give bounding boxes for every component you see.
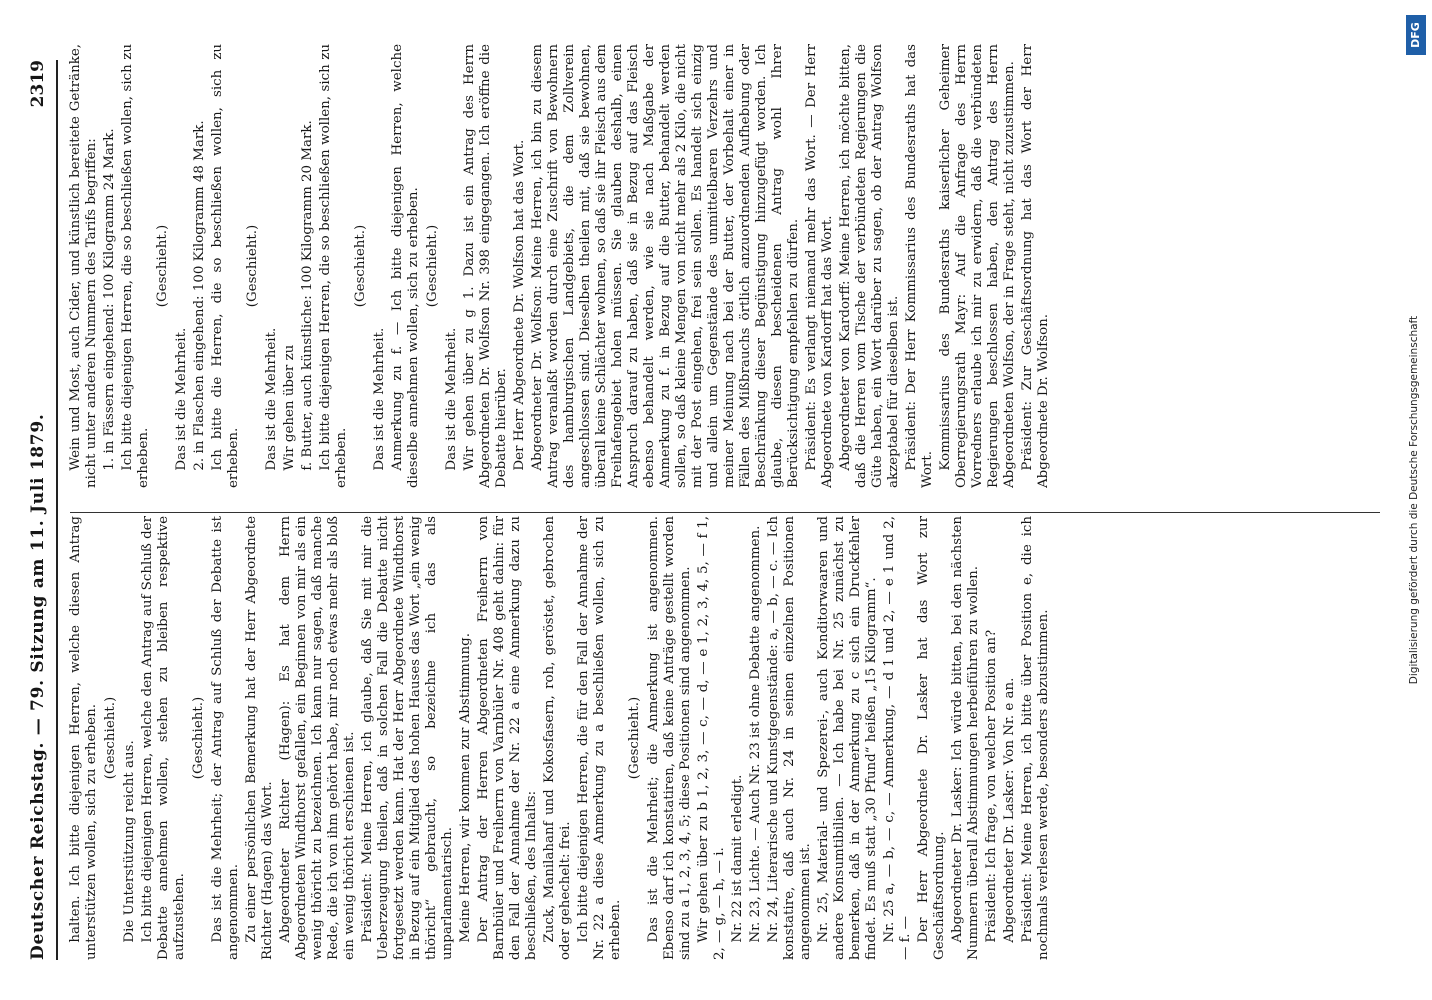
- left-paragraph: Nr. 24, Literarische und Kunstgegenstände: a, — b, — c. — Ich konstatire, daß auch Nr. 24 in seinen einzelnen Positionen angenommen ist.: [766, 516, 813, 960]
- right-paragraph: 1. in Fässern eingehend: 100 Kilogramm 24 Mark.: [102, 128, 117, 471]
- page-number: 2319: [28, 60, 48, 108]
- left-paragraph: Der Antrag der Herren Abgeordneten Freiherrn von Barnbüler und Freiherrn von Varnbüler Nr. 408 geht dahin: für den Fall der Annahme der Nr. 22 a eine Anmerkung dazu zu beschließen, des Inhalts:: [476, 516, 539, 960]
- dfg-logo: DFG: [1406, 15, 1426, 55]
- stage-direction: (Geschieht.): [425, 224, 440, 308]
- stage-direction: (Geschieht.): [191, 696, 206, 780]
- left-paragraph: Wir gehen über zu b 1, 2, 3, — c, — d, — e 1, 2, 3, 4, 5, — f 1, 2, — g, — h, — i.: [696, 516, 727, 960]
- right-paragraph: Präsident: Zur Geschäftsordnung hat das Wort der Herr Abgeordnete Dr. Wolfson.: [1020, 44, 1051, 488]
- right-paragraph: Wein und Most, auch Cider, und künstlich bereitete Getränke, nicht unter anderen Nummern des Tarifs begriffen:: [68, 44, 99, 488]
- right-paragraph: Das ist die Mehrheit.: [264, 327, 279, 471]
- right-paragraph: f. Butter, auch künstliche: 100 Kilogramm 20 Mark.: [300, 120, 315, 471]
- left-paragraph: Nr. 23, Lichte. — Auch Nr. 23 ist ohne Debatte angenommen.: [748, 525, 763, 943]
- page-header: [28, 60, 52, 960]
- left-paragraph: Präsident: Ich frage, von welcher Position an?: [984, 629, 999, 943]
- right-paragraph: Kommissarius des Bundesraths kaiserlicher Geheimer Oberregierungsrath Mayr: Auf die Anfrage des Herrn Vorredners erlaube ich mir zu erwidern, daß die verbündeten Regierungen beschlossen haben, den Antrag des Herrn Abgeordneten Wolfson, der in Frage steht, nicht zuzustimmen.: [938, 44, 1017, 488]
- stage-direction: (Geschieht.): [353, 224, 368, 308]
- left-paragraph: Präsident: Meine Herren, ich bitte über Position e, die ich nochmals verlesen werde, besonders abzustimmen.: [1020, 516, 1051, 960]
- right-paragraph: Wir gehen über zu: [282, 344, 297, 471]
- left-column: [68, 516, 1386, 960]
- right-paragraph: Präsident: Der Herr Kommissarius des Bundesraths hat das Wort.: [904, 44, 935, 488]
- column-divider: [70, 512, 1380, 513]
- left-paragraph: Abgeordneter Dr. Lasker: Ich würde bitten, bei den nächsten Nummern überall Abstimmungen herbeiführen zu wollen.: [950, 516, 981, 960]
- left-paragraph: Abgeordneter Richter (Hagen): Es hat dem Herrn Abgeordneten Windthorst gefallen, ein Beginnen von mir als ein wenig thöricht zu bezeichnen. Ich kann nur sagen, daß manche Rede, die ich von ihm gehört habe, mir noch etwas mehr als bloß ein wenig thöricht erschienen ist.: [278, 516, 357, 960]
- right-paragraph: Ich bitte diejenigen Herren, die so beschließen wollen, sich zu erheben.: [120, 44, 151, 488]
- right-paragraph: Das ist die Mehrheit.: [174, 327, 189, 471]
- left-paragraph: Ich bitte diejenigen Herren, welche den Antrag auf Schluß der Debatte annehmen wollen, stehen zu bleiben respektive aufzustehen.: [140, 516, 187, 960]
- left-paragraph: Präsident: Meine Herren, ich glaube, daß Sie mit mir die Ueberzeugung theilen, daß in solchen Fall die Debatte nicht fortgesetzt werden kann. Hat der Herr Abgeordnete Windthorst in Bezug auf ein Mitglied des hohen Hauses das Wort „ein wenig thöricht“ gebraucht, so bezeichne ich das als unparlamentarisch.: [360, 516, 455, 960]
- right-paragraph: Das ist die Mehrheit.: [444, 327, 459, 471]
- stage-direction: (Geschieht.): [103, 696, 118, 780]
- stage-direction: (Geschieht.): [155, 224, 170, 308]
- left-paragraph: Nr. 22 ist damit erledigt.: [730, 774, 745, 943]
- left-paragraph: Das ist die Mehrheit; der Antrag auf Schluß der Debatte ist angenommen.: [210, 516, 241, 960]
- left-paragraph: halten. Ich bitte diejenigen Herren, welche diesen Antrag unterstützen wollen, sich zu erheben.: [68, 516, 99, 960]
- left-paragraph: Abgeordneter Dr. Lasker: Von Nr. e an.: [1002, 677, 1017, 943]
- right-paragraph: Abgeordneter von Kardorff: Meine Herren, ich möchte bitten, daß die Herren vom Tische der verbündeten Regierungen die Güte haben, ein Wort darüber zu sagen, ob der Antrag Wolfson akzeptabel für dieselben ist.: [838, 44, 901, 488]
- stage-direction: (Geschieht.): [627, 696, 642, 780]
- right-paragraph: 2. in Flaschen eingehend: 100 Kilogramm 48 Mark.: [192, 120, 207, 471]
- left-paragraph: Die Unterstützung reicht aus.: [122, 740, 137, 943]
- left-paragraph: Das ist die Mehrheit; die Anmerkung ist angenommen. Ebenso darf ich konstatiren, daß keine Anträge gestellt worden sind zu a 1, 2, 3, 4, 5; diese Positionen sind angenommen.: [646, 516, 693, 960]
- right-paragraph: Wir gehen über zu g 1. Dazu ist ein Antrag des Herrn Abgeordneten Dr. Wolfson Nr. 398 eingegangen. Ich eröffne die Debatte hierüber.: [462, 44, 509, 488]
- left-paragraph: Meine Herren, wir kommen zur Abstimmung.: [458, 633, 473, 943]
- left-paragraph: Zuck, Manilahanf und Kokosfasern, roh, geröstet, gebrochen oder gehechelt: frei.: [542, 516, 573, 960]
- header-rule: [56, 60, 58, 960]
- right-column: [68, 44, 1386, 488]
- right-paragraph: Der Herr Abgeordnete Dr. Wolfson hat das Wort.: [512, 139, 527, 471]
- right-paragraph: Das ist die Mehrheit.: [372, 327, 387, 471]
- header-title: Deutscher Reichstag. — 79. Sitzung am 11. Juli 1879.: [28, 413, 48, 960]
- right-paragraph: Anmerkung zu f. — Ich bitte diejenigen Herren, welche dieselbe annehmen wollen, sich zu erheben.: [390, 44, 421, 488]
- right-paragraph: Ich bitte diejenigen Herren, die so beschließen wollen, sich zu erheben.: [318, 44, 349, 488]
- right-paragraph: Präsident: Es verlangt niemand mehr das Wort. — Der Herr Abgeordnete von Kardorff hat das Wort.: [804, 44, 835, 488]
- left-paragraph: Nr. 25 a, — b, — c, — Anmerkung, — d 1 und 2, — e 1 und 2, — f. —: [882, 516, 913, 960]
- right-paragraph: Abgeordneter Dr. Wolfson: Meine Herren, ich bin zu diesem Antrag veranlaßt worden durch eine Zuschrift von Bewohnern des hamburgischen Landgebiets, die dem Zollverein angeschlossen sind. Dieselben theilen mit, daß sie bewohnen, überall keine Schlächter wohnen, so daß sie ihr Fleisch aus dem Freihafengebiet holen müssen. Sie glauben deshalb, einen Anspruch darauf zu haben, daß sie in Bezug auf das Fleisch ebenso behandelt werden, wie sie nach Maßgabe der Anmerkung zu f. in Bezug auf die Butter, behandelt werden sollen, so daß kleine Mengen von nicht mehr als 2 Kilo, die nicht mit der Post eingehen, frei sein sollen. Es handelt sich einzig und allein um Gegenstände des unmittelbaren Verzehrs und meiner Meinung nach bei der Butter, der Vorbehalt einer in Fällen des Mißbrauchs örtlich anzuordnenden Aufhebung oder Beschränkung dieser Begünstigung hinzugefügt worden. Ich glaube, diesen bescheidenen Antrag wohl Ihrer Berücksichtigung empfehlen zu dürfen.: [530, 44, 801, 488]
- stage-direction: (Geschieht.): [245, 224, 260, 308]
- left-paragraph: Nr. 25, Material- und Spezerei-, auch Konditorwaaren und andere Konsumtibilien. — Ich habe bei Nr. 25 zunächst zu bemerken, daß in der Anmerkung zu c sich ein Druckfehler findet. Es muß statt „30 Pfund“ heißen „15 Kilogramm“.: [816, 516, 879, 960]
- right-paragraph: Ich bitte die Herren, die so beschließen wollen, sich zu erheben.: [210, 44, 241, 488]
- digitization-credit: Digitalisierung gefördert durch die Deutsche Forschungsgemeinschaft: [1408, 315, 1420, 685]
- left-paragraph: Zu einer persönlichen Bemerkung hat der Herr Abgeordnete Richter (Hagen) das Wort.: [244, 516, 275, 960]
- left-paragraph: Der Herr Abgeordnete Dr. Lasker hat das Wort zur Geschäftsordnung.: [916, 516, 947, 960]
- left-paragraph: Ich bitte diejenigen Herren, die für den Fall der Annahme der Nr. 22 a diese Anmerkung zu a beschließen wollen, sich zu erheben.: [576, 516, 623, 960]
